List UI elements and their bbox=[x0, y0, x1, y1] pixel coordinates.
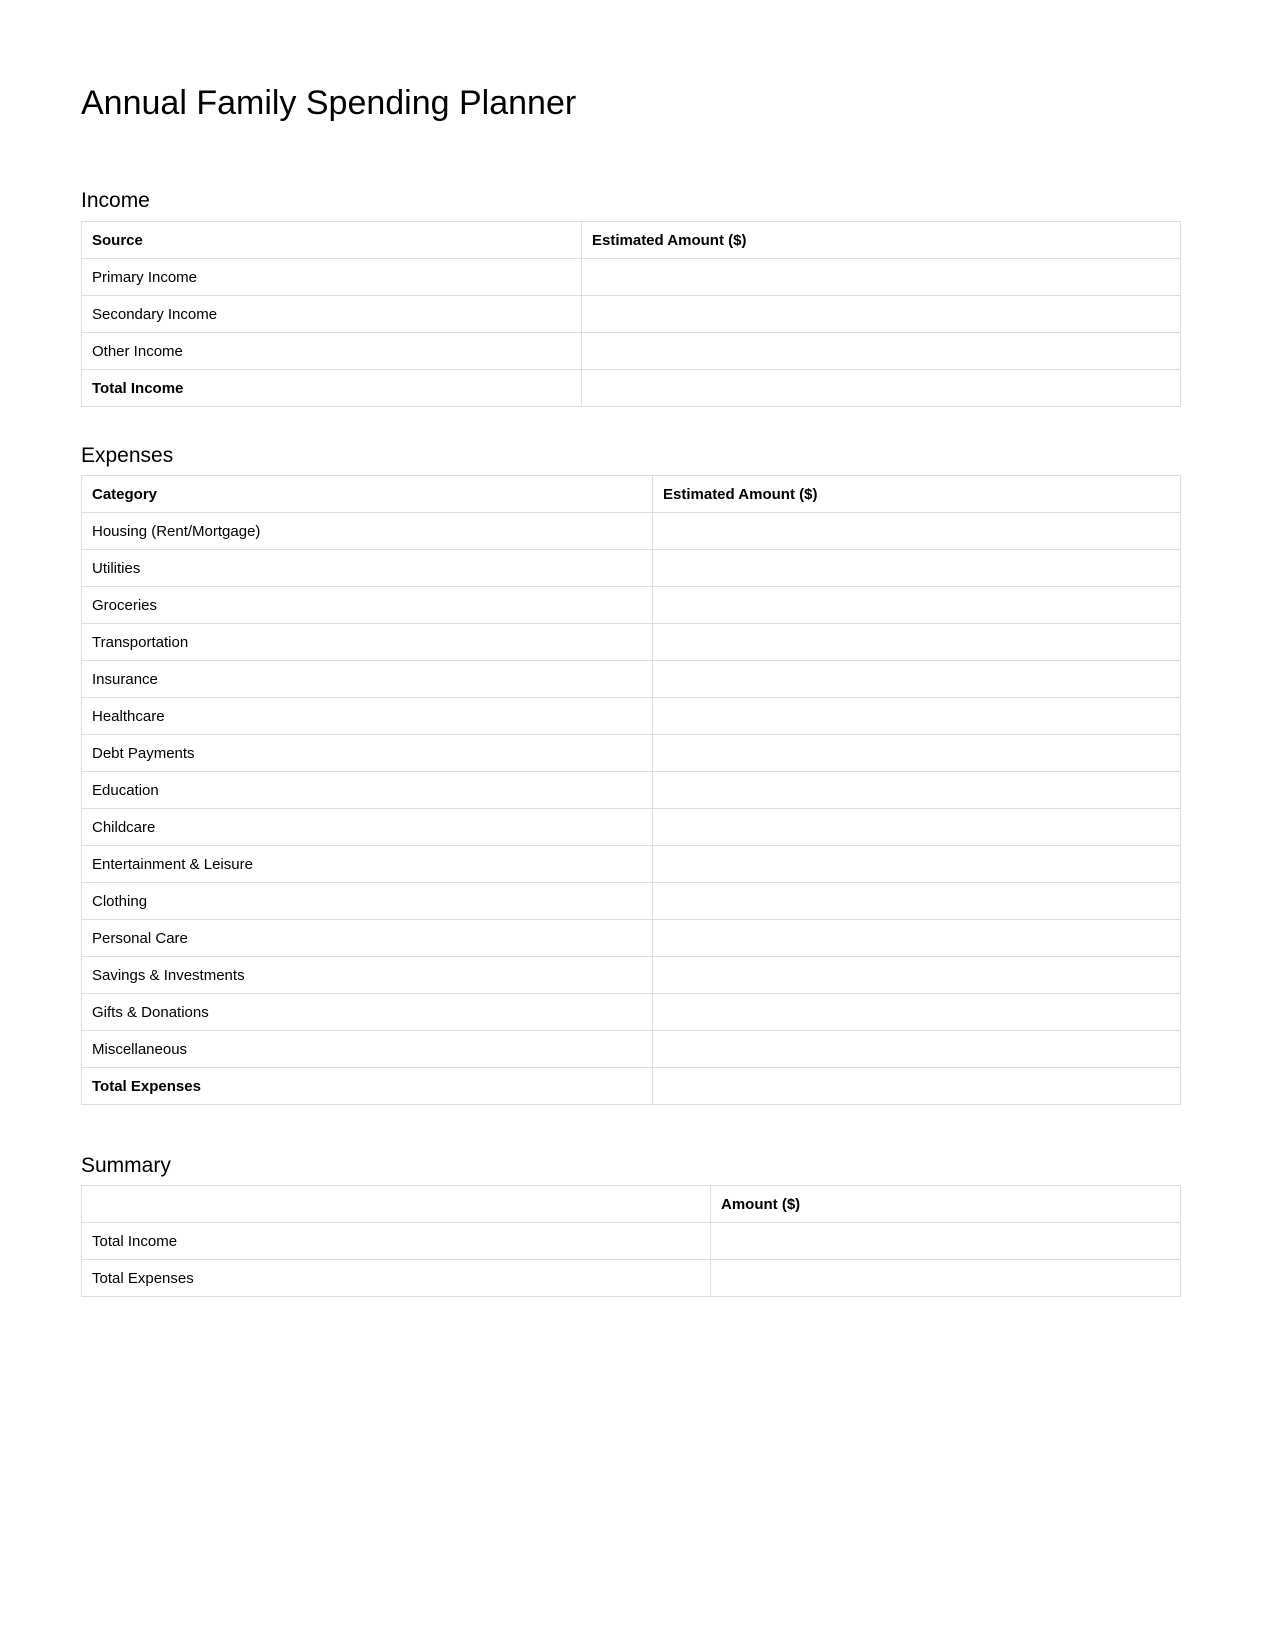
expense-category-label: Utilities bbox=[82, 550, 653, 587]
summary-amount-cell[interactable] bbox=[711, 1223, 1181, 1260]
expense-amount-cell[interactable] bbox=[653, 661, 1181, 698]
table-row bbox=[82, 957, 1181, 994]
expense-category-label: Housing (Rent/Mortgage) bbox=[82, 513, 653, 550]
expense-amount-cell[interactable] bbox=[653, 513, 1181, 550]
expense-amount-cell[interactable] bbox=[653, 846, 1181, 883]
expenses-heading: Expenses bbox=[81, 444, 174, 467]
income-amount-cell[interactable] bbox=[582, 259, 1181, 296]
column-header-amount: Amount ($) bbox=[711, 1186, 1181, 1223]
summary-heading: Summary bbox=[81, 1154, 171, 1177]
table-row bbox=[82, 624, 1181, 661]
income-amount-cell[interactable] bbox=[582, 296, 1181, 333]
expense-amount-cell[interactable] bbox=[653, 883, 1181, 920]
expense-category-label: Savings & Investments bbox=[82, 957, 653, 994]
expense-amount-cell[interactable] bbox=[653, 772, 1181, 809]
expense-amount-cell[interactable] bbox=[653, 1031, 1181, 1068]
table-header-row bbox=[82, 1186, 1181, 1223]
expense-category-label: Education bbox=[82, 772, 653, 809]
expense-amount-cell[interactable] bbox=[653, 735, 1181, 772]
summary-label: Total Income bbox=[82, 1223, 711, 1260]
expense-category-label: Transportation bbox=[82, 624, 653, 661]
table-row bbox=[82, 259, 1181, 296]
table-row bbox=[82, 809, 1181, 846]
total-row bbox=[82, 370, 1181, 407]
income-table bbox=[81, 221, 1181, 407]
income-source-label: Other Income bbox=[82, 333, 582, 370]
expense-category-label: Miscellaneous bbox=[82, 1031, 653, 1068]
table-row bbox=[82, 550, 1181, 587]
total-expenses-amount-cell[interactable] bbox=[653, 1068, 1181, 1105]
table-row bbox=[82, 1260, 1181, 1297]
expense-amount-cell[interactable] bbox=[653, 809, 1181, 846]
total-expenses-label: Total Expenses bbox=[82, 1068, 653, 1105]
summary-label: Total Expenses bbox=[82, 1260, 711, 1297]
income-amount-cell[interactable] bbox=[582, 333, 1181, 370]
expense-amount-cell[interactable] bbox=[653, 698, 1181, 735]
expenses-table bbox=[81, 475, 1181, 1105]
table-row bbox=[82, 296, 1181, 333]
table-row bbox=[82, 333, 1181, 370]
income-heading: Income bbox=[81, 189, 150, 212]
table-row bbox=[82, 883, 1181, 920]
expense-category-label: Healthcare bbox=[82, 698, 653, 735]
total-income-amount-cell[interactable] bbox=[582, 370, 1181, 407]
expense-category-label: Gifts & Donations bbox=[82, 994, 653, 1031]
column-header-estimated-amount: Estimated Amount ($) bbox=[653, 476, 1181, 513]
table-row bbox=[82, 513, 1181, 550]
table-row bbox=[82, 698, 1181, 735]
summary-table bbox=[81, 1185, 1181, 1297]
page-title: Annual Family Spending Planner bbox=[81, 84, 577, 122]
table-row bbox=[82, 735, 1181, 772]
total-income-label: Total Income bbox=[82, 370, 582, 407]
expense-amount-cell[interactable] bbox=[653, 920, 1181, 957]
summary-amount-cell[interactable] bbox=[711, 1260, 1181, 1297]
income-source-label: Secondary Income bbox=[82, 296, 582, 333]
column-header-estimated-amount: Estimated Amount ($) bbox=[582, 222, 1181, 259]
column-header-source: Source bbox=[82, 222, 582, 259]
table-header-row bbox=[82, 476, 1181, 513]
expense-category-label: Personal Care bbox=[82, 920, 653, 957]
total-row bbox=[82, 1068, 1181, 1105]
expense-amount-cell[interactable] bbox=[653, 587, 1181, 624]
expense-category-label: Entertainment & Leisure bbox=[82, 846, 653, 883]
table-row bbox=[82, 846, 1181, 883]
table-row bbox=[82, 920, 1181, 957]
expense-category-label: Clothing bbox=[82, 883, 653, 920]
expense-category-label: Childcare bbox=[82, 809, 653, 846]
expense-category-label: Groceries bbox=[82, 587, 653, 624]
expense-amount-cell[interactable] bbox=[653, 957, 1181, 994]
table-row bbox=[82, 587, 1181, 624]
table-row bbox=[82, 994, 1181, 1031]
expense-amount-cell[interactable] bbox=[653, 624, 1181, 661]
table-row bbox=[82, 772, 1181, 809]
expense-category-label: Debt Payments bbox=[82, 735, 653, 772]
table-row bbox=[82, 1223, 1181, 1260]
income-source-label: Primary Income bbox=[82, 259, 582, 296]
expense-amount-cell[interactable] bbox=[653, 994, 1181, 1031]
table-header-row bbox=[82, 222, 1181, 259]
table-row bbox=[82, 1031, 1181, 1068]
table-row bbox=[82, 661, 1181, 698]
column-header-blank bbox=[82, 1186, 711, 1223]
expense-amount-cell[interactable] bbox=[653, 550, 1181, 587]
expense-category-label: Insurance bbox=[82, 661, 653, 698]
column-header-category: Category bbox=[82, 476, 653, 513]
